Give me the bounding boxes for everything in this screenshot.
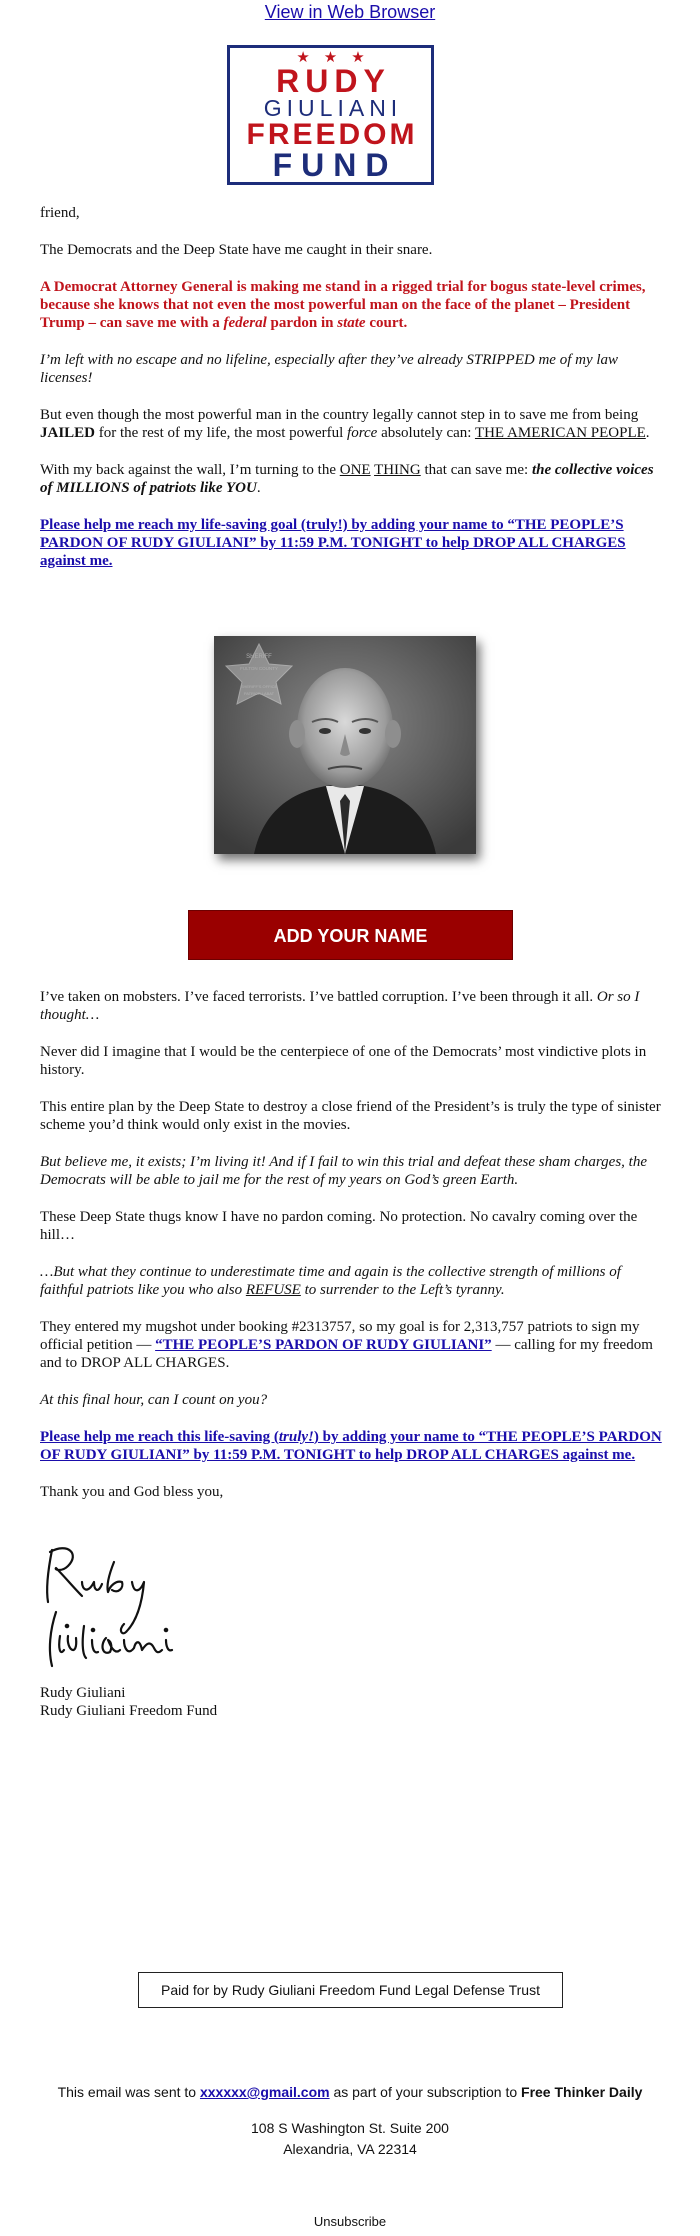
top-bar <box>0 0 700 28</box>
intro-paragraph-4: But even though the most powerful man in the country legally cannot step in to save me from being JAILED for the rest of my life, the most powerful force absolutely can: THE AMERICAN PEOPLE. <box>40 407 650 441</box>
subscription-notice: This email was sent to xxxxxx@gmail.com as part of your subscription to Free Thinker Daily <box>57 2084 643 2100</box>
add-your-name-button[interactable]: ADD YOUR NAME <box>188 910 513 960</box>
body-paragraph-8: At this final hour, can I count on you? <box>40 1392 268 1408</box>
closing-line: Thank you and God bless you, <box>40 1484 224 1500</box>
intro-paragraph-5: With my back against the wall, I’m turning to the ONE THING that can save me: the collective voices of MILLIONS of patriots like YOU. <box>40 462 654 496</box>
mailing-address <box>0 2118 700 2160</box>
petition-link-inline[interactable]: “THE PEOPLE’S PARDON OF RUDY GIULIANI” <box>155 1337 492 1353</box>
handwritten-signature <box>38 1540 188 1676</box>
email-body <box>40 988 662 1501</box>
intro-paragraph-red: A Democrat Attorney General is making me stand in a rigged trial for bogus state-level crimes, because she knows that not even the most powerful man on the face of the planet – President Trump – can save me with a federal pardon in state court. <box>40 279 646 331</box>
body-paragraph-2: Never did I imagine that I would be the centerpiece of one of the Democrats’ most vindictive plots in history. <box>40 1044 647 1078</box>
signer-name: Rudy Giuliani <box>40 1685 126 1701</box>
logo-line-freedom: FREEDOM <box>246 118 418 151</box>
mugshot-photo[interactable] <box>214 636 476 854</box>
body-paragraph-7: They entered my mugshot under booking #2313757, so my goal is for 2,313,757 patriots to sign my official petition — “THE PEOPLE’S PARDON OF RUDY GIULIANI” — calling for my freedom and to DROP ALL CHARGES. <box>40 1319 653 1371</box>
intro-paragraph-1: The Democrats and the Deep State have me caught in their snare. <box>40 242 433 258</box>
body-paragraph-1: I’ve taken on mobsters. I’ve faced terrorists. I’ve battled corruption. I’ve been through it all. Or so I thought… <box>40 989 640 1023</box>
recipient-email-link[interactable]: xxxxxx@gmail.com <box>199 2084 330 2100</box>
unsubscribe-link[interactable]: Unsubscribe <box>313 2214 387 2229</box>
logo-line-rudy: RUDY <box>276 63 391 99</box>
greeting: friend, <box>40 205 80 221</box>
freedom-fund-logo[interactable] <box>227 45 434 185</box>
paid-for-by-box: Paid for by Rudy Giuliani Freedom Fund Legal Defense Trust <box>138 1972 563 2008</box>
signer-org: Rudy Giuliani Freedom Fund <box>40 1703 218 1719</box>
intro-paragraph-italic: I’m left with no escape and no lifeline, especially after they’ve already STRIPPED me of my law licenses! <box>40 352 619 386</box>
view-in-browser-link[interactable]: View in Web Browser <box>264 2 436 22</box>
email-intro <box>40 204 662 570</box>
address-line-1: 108 S Washington St. Suite 200 <box>251 2120 449 2136</box>
signature-image <box>38 1540 188 1676</box>
mugshot-image <box>214 636 476 854</box>
address-line-2: Alexandria, VA 22314 <box>283 2141 417 2157</box>
signoff-block <box>40 1684 217 1720</box>
svg-text:PATRICK LABAT: PATRICK LABAT <box>243 691 275 696</box>
svg-text:SHERIFF: SHERIFF <box>246 654 272 660</box>
logo-stars: ★★★ <box>296 50 379 66</box>
body-paragraph-4: But believe me, it exists; I’m living it! And if I fail to win this trial and defeat these sham charges, the Democrats will be able to jail me for the rest of my years on God’s green Earth. <box>40 1154 647 1188</box>
body-paragraph-6: …But what they continue to underestimate time and again is the collective strength of millions of faithful patriots like you who also REFUSE to surrender to the Left’s tyranny. <box>40 1264 621 1298</box>
svg-text:FULTON COUNTY: FULTON COUNTY <box>240 666 278 671</box>
svg-text:SHERIFF'S OFFICE: SHERIFF'S OFFICE <box>240 684 278 689</box>
logo-line-fund: FUND <box>272 147 398 183</box>
logo-line-giuliani: GIULIANI <box>263 95 403 121</box>
petition-link-2[interactable]: Please help me reach this life-saving (truly!) by adding your name to “THE PEOPLE’S PARDON OF RUDY GIULIANI” by 11:59 P.M. TONIGHT to help DROP ALL CHARGES against me. <box>40 1429 662 1463</box>
petition-link-1[interactable]: Please help me reach my life-saving goal (truly!) by adding your name to “THE PEOPLE’S PARDON OF RUDY GIULIANI” by 11:59 P.M. TONIGHT to help DROP ALL CHARGES against me. <box>40 517 626 569</box>
body-paragraph-3: This entire plan by the Deep State to destroy a close friend of the President’s is truly the type of sinister scheme you’d think would only exist in the movies. <box>40 1099 661 1133</box>
body-paragraph-5: These Deep State thugs know I have no pardon coming. No protection. No cavalry coming over the hill… <box>40 1209 638 1243</box>
